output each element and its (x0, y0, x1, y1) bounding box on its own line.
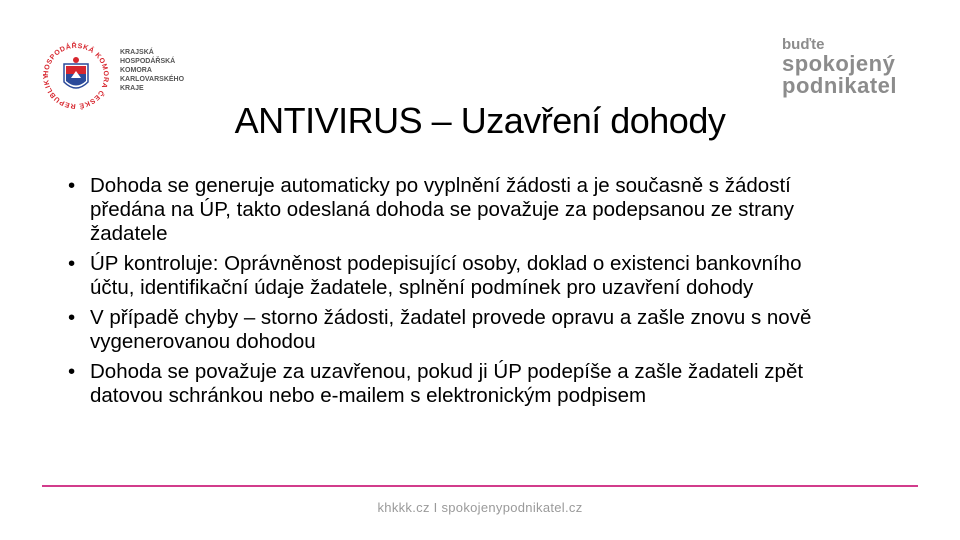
chamber-logo (38, 38, 188, 108)
bullet-text: V případě chyby – storno žádosti, žadatel provede opravu a zašle znovu s nově vygenerovanou dohodou (90, 306, 812, 353)
chamber-name-line: KRAJE (120, 85, 144, 92)
bullet-text: Dohoda se považuje za uzavřenou, pokud ji ÚP podepíše a zašle žadateli zpět datovou schránkou nebo e-mailem s elektronickým podpisem (90, 360, 804, 407)
logo-line-1: buďte (782, 36, 825, 53)
spokojeny-podnikatel-logo (782, 36, 912, 97)
bullet-item (68, 174, 828, 246)
slide-title: ANTIVIRUS – Uzavření dohody (234, 100, 726, 141)
bullet-item (68, 306, 828, 354)
bullet-icon: • (68, 174, 76, 197)
chamber-name-line: HOSPODÁŘSKÁ (120, 58, 176, 65)
logo-line-2: spokojený (782, 51, 896, 76)
bullet-item (68, 252, 828, 300)
chamber-name (120, 48, 184, 93)
chamber-name-line: KOMORA (120, 67, 152, 74)
seal-text: HOSPODÁŘSKÁ KOMORA ČESKÉ REPUBLIKY (42, 42, 110, 110)
footer-links: khkkk.cz I spokojenypodnikatel.cz (377, 500, 583, 515)
bullet-item (68, 360, 828, 408)
bullet-text: ÚP kontroluje: Oprávněnost podepisující osoby, doklad o existenci bankovního účtu, identifikační údaje žadatele, splnění podmínek pro uzavření dohody (90, 252, 802, 299)
footer-divider (42, 485, 918, 487)
bullet-text: Dohoda se generuje automaticky po vyplnění žádosti a je současně s žádostí předána na ÚP, takto odeslaná dohoda se považuje za podepsanou ze strany žadatele (90, 174, 794, 245)
chamber-name-line: KARLOVARSKÉHO (120, 76, 185, 83)
bullet-icon: • (68, 360, 76, 383)
bullet-icon: • (68, 306, 76, 329)
bullet-icon: • (68, 252, 76, 275)
logo-line-3: podnikatel (782, 73, 898, 98)
chamber-name-line: KRAJSKÁ (120, 49, 154, 56)
bullet-list (68, 174, 828, 414)
